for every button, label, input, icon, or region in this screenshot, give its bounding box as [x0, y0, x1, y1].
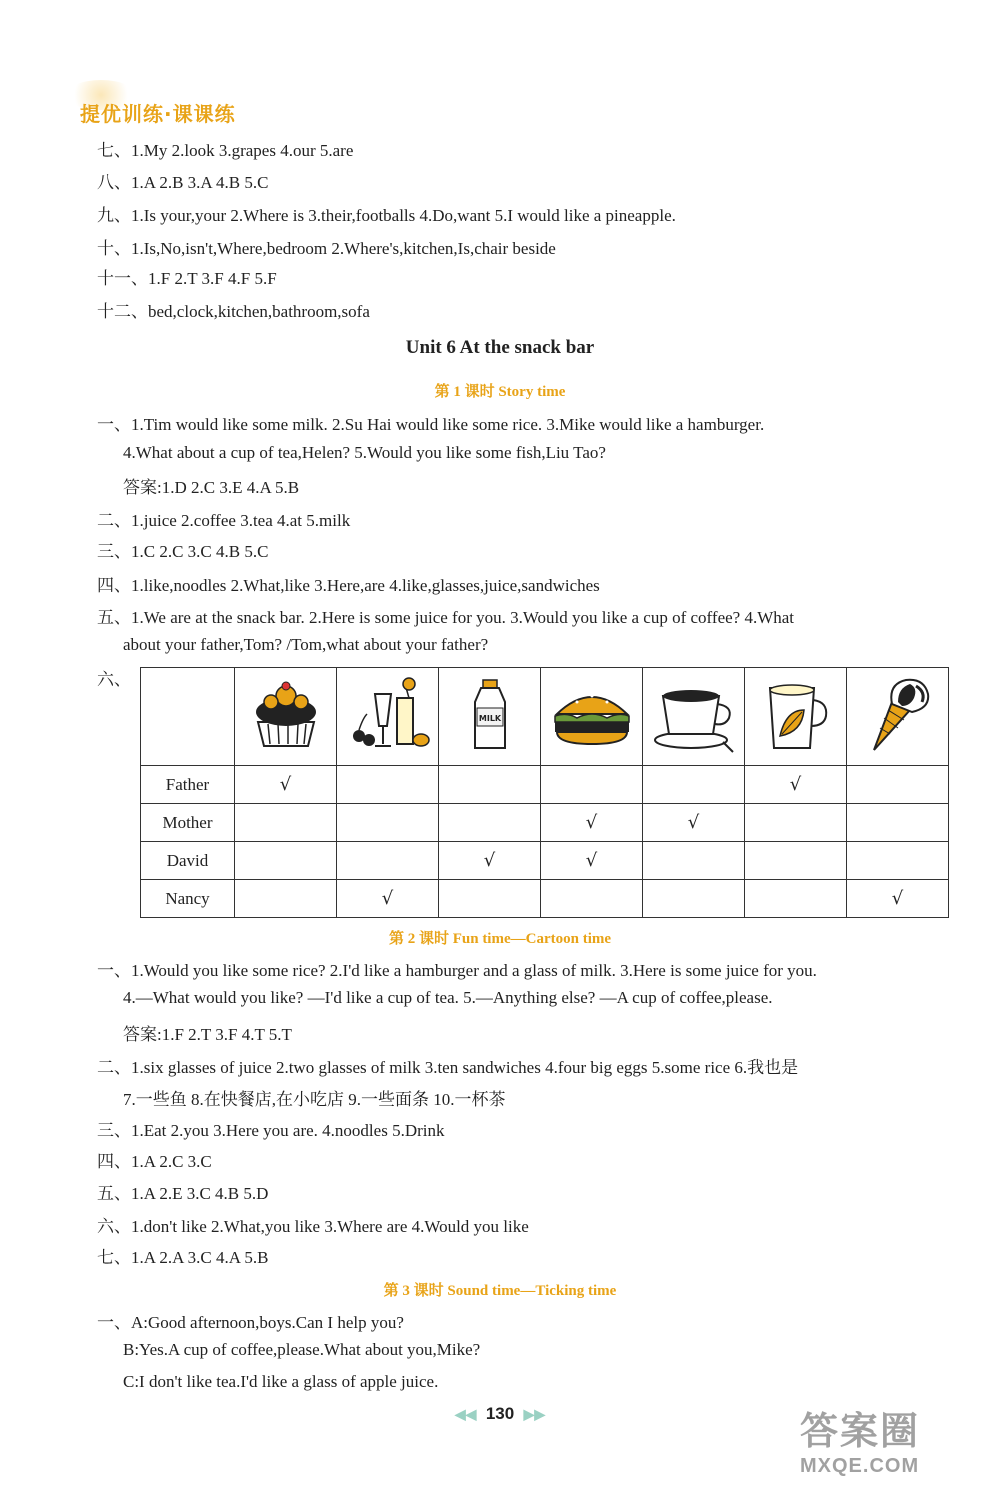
check-mark: √: [483, 850, 496, 871]
watermark-title: 答案圈: [800, 1411, 921, 1453]
answer-line: 四、1.A 2.C 3.C: [97, 1152, 212, 1171]
food-table: [140, 667, 949, 918]
answer-line: 七、1.My 2.look 3.grapes 4.our 5.are: [97, 141, 354, 160]
cake-icon: [246, 674, 326, 754]
person-name: David: [141, 842, 235, 880]
coffee-cell: [643, 668, 745, 766]
milk-label: MILK: [478, 714, 501, 723]
watermark: [800, 1400, 970, 1480]
check-mark: √: [585, 812, 598, 833]
answer-line: 六、1.don't like 2.What,you like 3.Where are 4.Would you like: [97, 1217, 529, 1236]
answer-line: 一、A:Good afternoon,boys.Can I help you?: [97, 1313, 404, 1332]
person-name: Mother: [141, 804, 235, 842]
tea-icon: [756, 674, 836, 754]
drinks-icon: [345, 674, 431, 754]
person-name: Nancy: [141, 880, 235, 918]
answer-line: 十二、bed,clock,kitchen,bathroom,sofa: [97, 302, 370, 321]
check-mark: √: [585, 850, 598, 871]
check-mark: √: [891, 888, 904, 909]
table-row: [141, 842, 949, 880]
answer-line: 4.—What would you like? —I'd like a cup of tea. 5.—Anything else? —A cup of coffee,please.: [123, 988, 773, 1007]
person-name: Father: [141, 766, 235, 804]
ice-cream-icon: [858, 674, 938, 754]
watermark-url: MXQE.COM: [800, 1455, 920, 1477]
drinks-cell: [337, 668, 439, 766]
hamburger-cell: [541, 668, 643, 766]
table-label: 六、: [97, 670, 131, 689]
answer-line: 三、1.Eat 2.you 3.Here you are. 4.noodles 5.Drink: [97, 1121, 445, 1140]
table-row: [141, 880, 949, 918]
ice-cream-cell: [847, 668, 949, 766]
answer-line: 八、1.A 2.B 3.A 4.B 5.C: [97, 173, 269, 192]
check-mark: √: [789, 774, 802, 795]
answer-line: 五、1.We are at the snack bar. 2.Here is some juice for you. 3.Would you like a cup of coffee? 4.What: [97, 608, 795, 627]
milk-icon: [465, 674, 515, 754]
answer-line: 七、1.A 2.A 3.C 4.A 5.B: [97, 1248, 269, 1267]
hamburger-icon: [547, 674, 637, 754]
tea-cell: [745, 668, 847, 766]
coffee-icon: [649, 674, 739, 754]
answer-line: 答案:1.F 2.T 3.F 4.T 5.T: [123, 1025, 292, 1044]
table-row: [141, 804, 949, 842]
section-heading: 第 2 课时 Fun time—Cartoon time: [388, 931, 612, 947]
check-mark: √: [279, 774, 292, 795]
table-corner-cell: [141, 668, 235, 766]
page-number: 130: [485, 1404, 515, 1423]
section-heading: 第 3 课时 Sound time—Ticking time: [383, 1283, 617, 1299]
answer-line: 九、1.Is your,your 2.Where is 3.their,footballs 4.Do,want 5.I would like a pineapple.: [97, 206, 676, 225]
answer-line: C:I don't like tea.I'd like a glass of apple juice.: [123, 1372, 439, 1391]
answer-line: 十一、1.F 2.T 3.F 4.F 5.F: [97, 269, 277, 288]
answer-line: 二、1.six glasses of juice 2.two glasses of milk 3.ten sandwiches 4.four big eggs 5.some rice 6.我也是: [97, 1058, 799, 1077]
cake-cell: [235, 668, 337, 766]
answer-line: about your father,Tom? /Tom,what about your father?: [123, 635, 489, 654]
answer-line: 一、1.Tim would like some milk. 2.Su Hai would like some rice. 3.Mike would like a hamburger.: [97, 415, 765, 434]
answer-line: B:Yes.A cup of coffee,please.What about you,Mike?: [123, 1340, 481, 1359]
table-row: [141, 766, 949, 804]
answer-line: 7.一些鱼 8.在快餐店,在小吃店 9.一些面条 10.一杯茶: [123, 1090, 506, 1109]
answer-line: 三、1.C 2.C 3.C 4.B 5.C: [97, 542, 269, 561]
answer-line: 四、1.like,noodles 2.What,like 3.Here,are 4.like,glasses,juice,sandwiches: [97, 576, 600, 595]
answer-line: 答案:1.D 2.C 3.E 4.A 5.B: [123, 478, 300, 497]
check-mark: √: [687, 812, 700, 833]
answer-line: 一、1.Would you like some rice? 2.I'd like a hamburger and a glass of milk. 3.Here is some juice for you.: [97, 961, 817, 980]
next-arrow-icon: ▶▶: [523, 1406, 546, 1422]
milk-cell: [439, 668, 541, 766]
answer-line: 4.What about a cup of tea,Helen? 5.Would you like some fish,Liu Tao?: [123, 443, 606, 462]
unit-title: Unit 6 At the snack bar: [405, 337, 595, 358]
answer-line: 十、1.Is,No,isn't,Where,bedroom 2.Where's,kitchen,Is,chair beside: [97, 239, 556, 258]
check-mark: √: [381, 888, 394, 909]
answer-line: 五、1.A 2.E 3.C 4.B 5.D: [97, 1184, 269, 1203]
answer-line: 二、1.juice 2.coffee 3.tea 4.at 5.milk: [97, 511, 351, 530]
section-heading: 第 1 课时 Story time: [434, 384, 566, 400]
prev-arrow-icon: ◀◀: [454, 1406, 477, 1422]
page-header: 提优训练·课课练: [80, 102, 236, 126]
